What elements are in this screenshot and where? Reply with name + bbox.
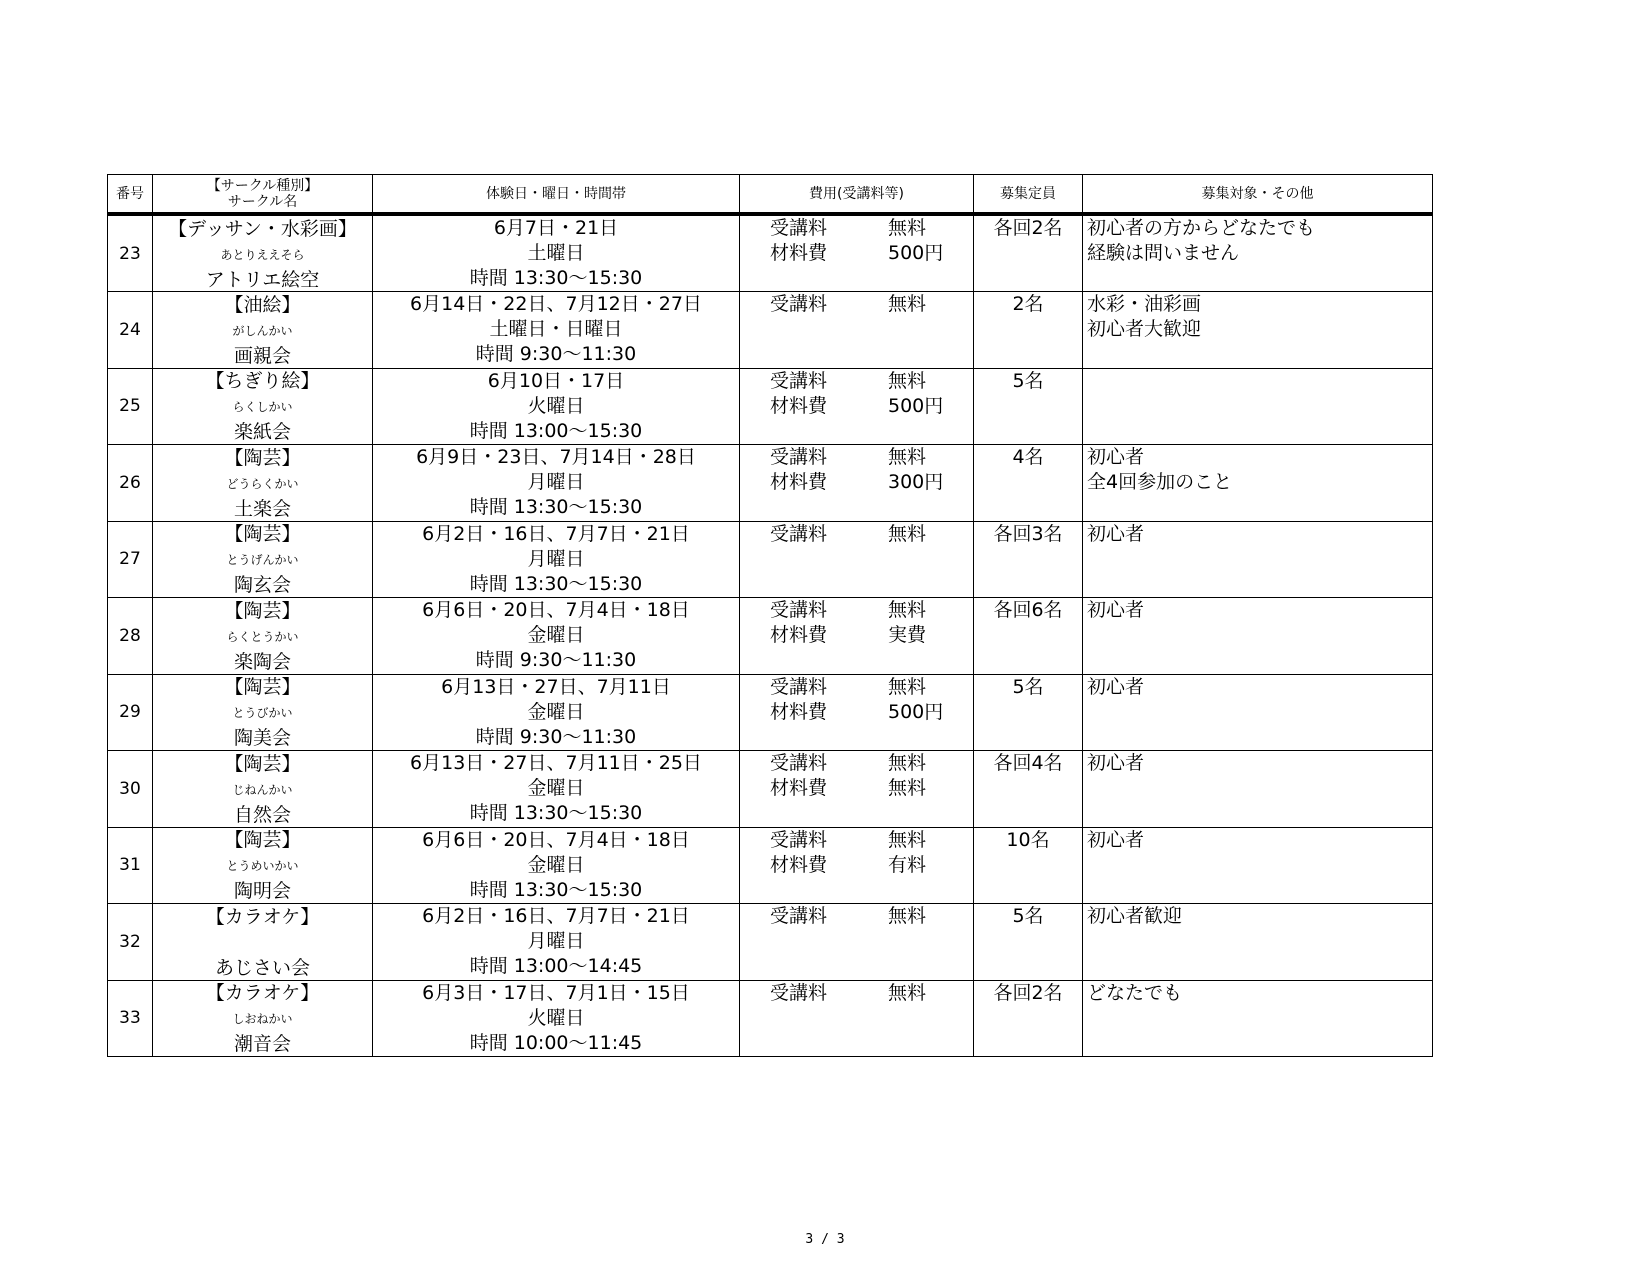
note-line: 水彩・油彩画 [1087,293,1202,315]
schedule-days: 土曜日・日曜日 [489,318,623,341]
capacity: 2名 [974,292,1083,369]
schedule-time: 時間 13:30～15:30 [469,878,643,901]
circle-ruby: しおねかい [232,1012,293,1027]
header-name [153,175,373,215]
table-row [108,751,1433,828]
capacity: 各回2名 [974,980,1083,1057]
notes-cell [1083,827,1433,904]
schedule-time: 時間 13:30～15:30 [469,572,643,595]
circle-ruby [153,929,372,957]
fee-label: 受講料 [770,522,828,545]
circle-number: 28 [108,598,153,675]
circle-name-cell [153,445,373,522]
table-row [108,904,1433,981]
note-line: 初心者 [1087,828,1145,851]
circle-name: 楽陶会 [233,650,291,673]
fee-line [740,522,973,547]
circle-name: 陶明会 [233,880,291,903]
circle-name: 楽紙会 [233,421,291,444]
circle-name-cell [153,980,373,1057]
circle-name-cell [153,827,373,904]
schedule-days: 月曜日 [527,547,585,570]
capacity: 5名 [974,904,1083,981]
notes-cell [1083,904,1433,981]
fee-label: 受講料 [770,675,828,698]
circle-ruby: とうめいかい [226,859,299,874]
circle-name-cell [153,521,373,598]
table-row [108,292,1433,369]
schedule-cell [373,292,740,369]
note-line: 初心者 [1087,522,1145,545]
circle-number: 31 [108,827,153,904]
fee-amount: 無料 [888,217,927,239]
circle-name: 陶美会 [233,727,291,750]
circle-ruby: じねんかい [232,782,293,797]
circle-category: 【陶芸】 [224,829,301,852]
schedule-time: 時間 10:00～11:45 [469,1031,643,1054]
fee-label: 受講料 [770,369,828,392]
circle-ruby: とうげんかい [226,553,299,568]
fee-label: 受講料 [770,599,828,621]
table-row [108,368,1433,445]
circle-category: 【ちぎり絵】 [205,370,320,393]
fee-line [740,623,973,648]
capacity: 5名 [974,368,1083,445]
circle-ruby: らくとうかい [226,629,299,644]
fee-amount: 300円 [888,471,944,493]
schedule-days: 金曜日 [527,853,585,876]
schedule-cell [373,904,740,981]
note-line: 初心者 [1087,446,1145,468]
fee-amount: 無料 [888,369,927,392]
circle-number: 30 [108,751,153,828]
fee-line [740,292,973,317]
fee-amount: 無料 [888,446,927,468]
circle-category: 【陶芸】 [224,676,301,699]
fee-line [740,853,973,878]
notes-cell [1083,445,1433,522]
schedule-days: 土曜日 [527,242,585,264]
fee-amount: 無料 [888,599,927,621]
note-line: 経験は問いません [1087,242,1240,264]
schedule-time: 時間 9:30～11:30 [475,343,637,366]
schedule-cell [373,751,740,828]
capacity: 各回4名 [974,751,1083,828]
capacity: 10名 [974,827,1083,904]
note-line: 初心者大歓迎 [1087,318,1202,340]
notes-cell [1083,368,1433,445]
header-row [108,175,1433,215]
capacity: 5名 [974,674,1083,751]
fee-label: 受講料 [770,905,828,927]
circle-name: 画親会 [233,344,291,367]
fee-line [740,776,973,801]
fee-amount: 無料 [888,675,927,698]
fee-line [740,445,973,470]
circle-number: 25 [108,368,153,445]
circle-name-cell [153,674,373,751]
fee-line [740,598,973,623]
capacity: 各回6名 [974,598,1083,675]
schedule-dates: 6月2日・16日、7月7日・21日 [422,905,690,928]
circle-name: アトリエ絵空 [205,268,320,291]
fee-amount: 無料 [888,777,927,799]
circle-name-cell [153,214,373,292]
circle-category: 【陶芸】 [224,446,301,469]
capacity: 各回3名 [974,521,1083,598]
header-schedule: 体験日・曜日・時間帯 [373,175,740,215]
schedule-days: 金曜日 [527,624,585,647]
schedule-days: 火曜日 [527,394,585,417]
schedule-time: 時間 13:00～15:30 [469,419,643,442]
fee-cell [740,674,974,751]
fee-label: 受講料 [770,981,828,1004]
fee-line [740,981,973,1006]
fee-cell [740,598,974,675]
fee-cell [740,980,974,1057]
circle-ruby: がしんかい [232,323,293,338]
schedule-cell [373,214,740,292]
circle-name-cell [153,751,373,828]
circle-name-cell [153,292,373,369]
table-row [108,980,1433,1057]
fee-amount: 無料 [888,981,927,1004]
circle-name-cell [153,368,373,445]
note-line: 初心者 [1087,675,1145,698]
circle-category: 【カラオケ】 [205,982,320,1005]
page-number: 3 / 3 [805,1232,845,1247]
fee-line [740,470,973,495]
schedule-days: 金曜日 [527,700,585,723]
header-fee: 費用(受講料等) [740,175,974,215]
fee-cell [740,445,974,522]
schedule-days: 月曜日 [527,471,585,494]
table-row [108,674,1433,751]
fee-cell [740,292,974,369]
circle-name: 陶玄会 [233,574,291,597]
fee-line [740,751,973,776]
fee-amount: 500円 [888,394,944,417]
fee-cell [740,368,974,445]
schedule-dates: 6月13日・27日、7月11日 [441,675,671,698]
circle-name-cell [153,904,373,981]
fee-line [740,700,973,725]
notes-cell [1083,292,1433,369]
fee-amount: 無料 [888,905,927,927]
note-line: 初心者歓迎 [1087,905,1183,927]
circle-category: 【デッサン・水彩画】 [168,217,357,240]
table-row [108,827,1433,904]
schedule-time: 時間 9:30～11:30 [475,649,637,672]
table-row [108,445,1433,522]
fee-amount: 無料 [888,828,927,851]
note-line: 初心者 [1087,752,1145,774]
fee-line [740,394,973,419]
fee-line [740,904,973,929]
circle-ruby: らくしかい [232,400,293,415]
fee-label: 受講料 [770,293,828,315]
fee-amount: 有料 [888,853,927,876]
schedule-time: 時間 13:30～15:30 [469,496,643,519]
circle-category: 【陶芸】 [224,599,301,622]
fee-cell [740,521,974,598]
note-line: どなたでも [1087,981,1183,1004]
schedule-time: 時間 13:00～14:45 [469,955,643,978]
notes-cell [1083,751,1433,828]
notes-cell [1083,598,1433,675]
fee-amount: 実費 [888,624,927,646]
schedule-cell [373,598,740,675]
schedule-dates: 6月13日・27日、7月11日・25日 [410,752,702,775]
header-name-line1: 【サークル種別】 [206,177,319,194]
schedule-time: 時間 13:30～15:30 [469,267,643,289]
schedule-dates: 6月6日・20日、7月4日・18日 [422,828,690,851]
fee-label: 受講料 [770,752,828,774]
fee-label: 材料費 [770,624,828,646]
notes-cell [1083,980,1433,1057]
schedule-cell [373,980,740,1057]
notes-cell [1083,674,1433,751]
circle-ruby: とうびかい [232,706,293,721]
table-row [108,214,1433,292]
circle-name-cell [153,598,373,675]
circle-number: 24 [108,292,153,369]
circle-ruby: どうらくかい [226,476,299,491]
circle-name: 自然会 [233,803,291,826]
fee-line [740,369,973,394]
schedule-days: 火曜日 [527,1006,585,1029]
schedule-cell [373,674,740,751]
fee-line [740,241,973,266]
fee-line [740,216,973,241]
fee-amount: 無料 [888,522,927,545]
schedule-time: 時間 13:30～15:30 [469,802,643,825]
circle-number: 26 [108,445,153,522]
fee-amount: 500円 [888,700,944,723]
fee-line [740,675,973,700]
fee-label: 材料費 [770,394,828,417]
schedule-dates: 6月7日・21日 [493,217,619,239]
table-row [108,598,1433,675]
circle-category: 【陶芸】 [224,752,301,775]
schedule-cell [373,445,740,522]
schedule-dates: 6月14日・22日、7月12日・27日 [410,293,702,316]
circle-category: 【陶芸】 [224,523,301,546]
notes-cell [1083,214,1433,292]
fee-label: 受講料 [770,828,828,851]
schedule-dates: 6月6日・20日、7月4日・18日 [422,599,690,622]
circle-category: 【油絵】 [224,293,301,316]
circle-number: 33 [108,980,153,1057]
circle-number: 32 [108,904,153,981]
circle-number: 29 [108,674,153,751]
fee-amount: 無料 [888,293,927,315]
header-name-line2: サークル名 [227,193,298,210]
fee-cell [740,904,974,981]
fee-cell [740,827,974,904]
fee-label: 材料費 [770,853,828,876]
capacity: 各回2名 [974,214,1083,292]
fee-label: 受講料 [770,217,828,239]
schedule-days: 金曜日 [527,777,585,800]
fee-label: 材料費 [770,242,828,264]
fee-amount: 500円 [888,242,944,264]
schedule-dates: 6月3日・17日、7月1日・15日 [422,981,690,1004]
schedule-time: 時間 9:30～11:30 [475,725,637,748]
schedule-cell [373,827,740,904]
fee-label: 材料費 [770,471,828,493]
note-line: 初心者の方からどなたでも [1087,217,1316,239]
header-notes: 募集対象・その他 [1083,175,1433,215]
circle-name: 土楽会 [233,497,291,520]
fee-label: 材料費 [770,700,828,723]
fee-line [740,828,973,853]
circle-name: あじさい会 [214,956,310,979]
circle-ruby: あとりええそら [220,247,305,262]
circle-number: 23 [108,214,153,292]
fee-label: 材料費 [770,777,828,799]
schedule-cell [373,521,740,598]
circle-category: 【カラオケ】 [205,905,320,928]
notes-cell [1083,521,1433,598]
capacity: 4名 [974,445,1083,522]
fee-label: 受講料 [770,446,828,468]
note-line: 全4回参加のこと [1087,471,1233,493]
schedule-dates: 6月9日・23日、7月14日・28日 [416,446,696,469]
circle-number: 27 [108,521,153,598]
schedule-cell [373,368,740,445]
table-row [108,521,1433,598]
schedule-dates: 6月2日・16日、7月7日・21日 [422,522,690,545]
note-line: 初心者 [1087,599,1145,621]
fee-amount: 無料 [888,752,927,774]
fee-cell [740,751,974,828]
circle-table [107,174,1433,1057]
circle-name: 潮音会 [233,1033,291,1056]
header-num: 番号 [108,175,153,215]
fee-cell [740,214,974,292]
schedule-days: 月曜日 [527,930,585,953]
schedule-dates: 6月10日・17日 [487,369,625,392]
header-capacity: 募集定員 [974,175,1083,215]
